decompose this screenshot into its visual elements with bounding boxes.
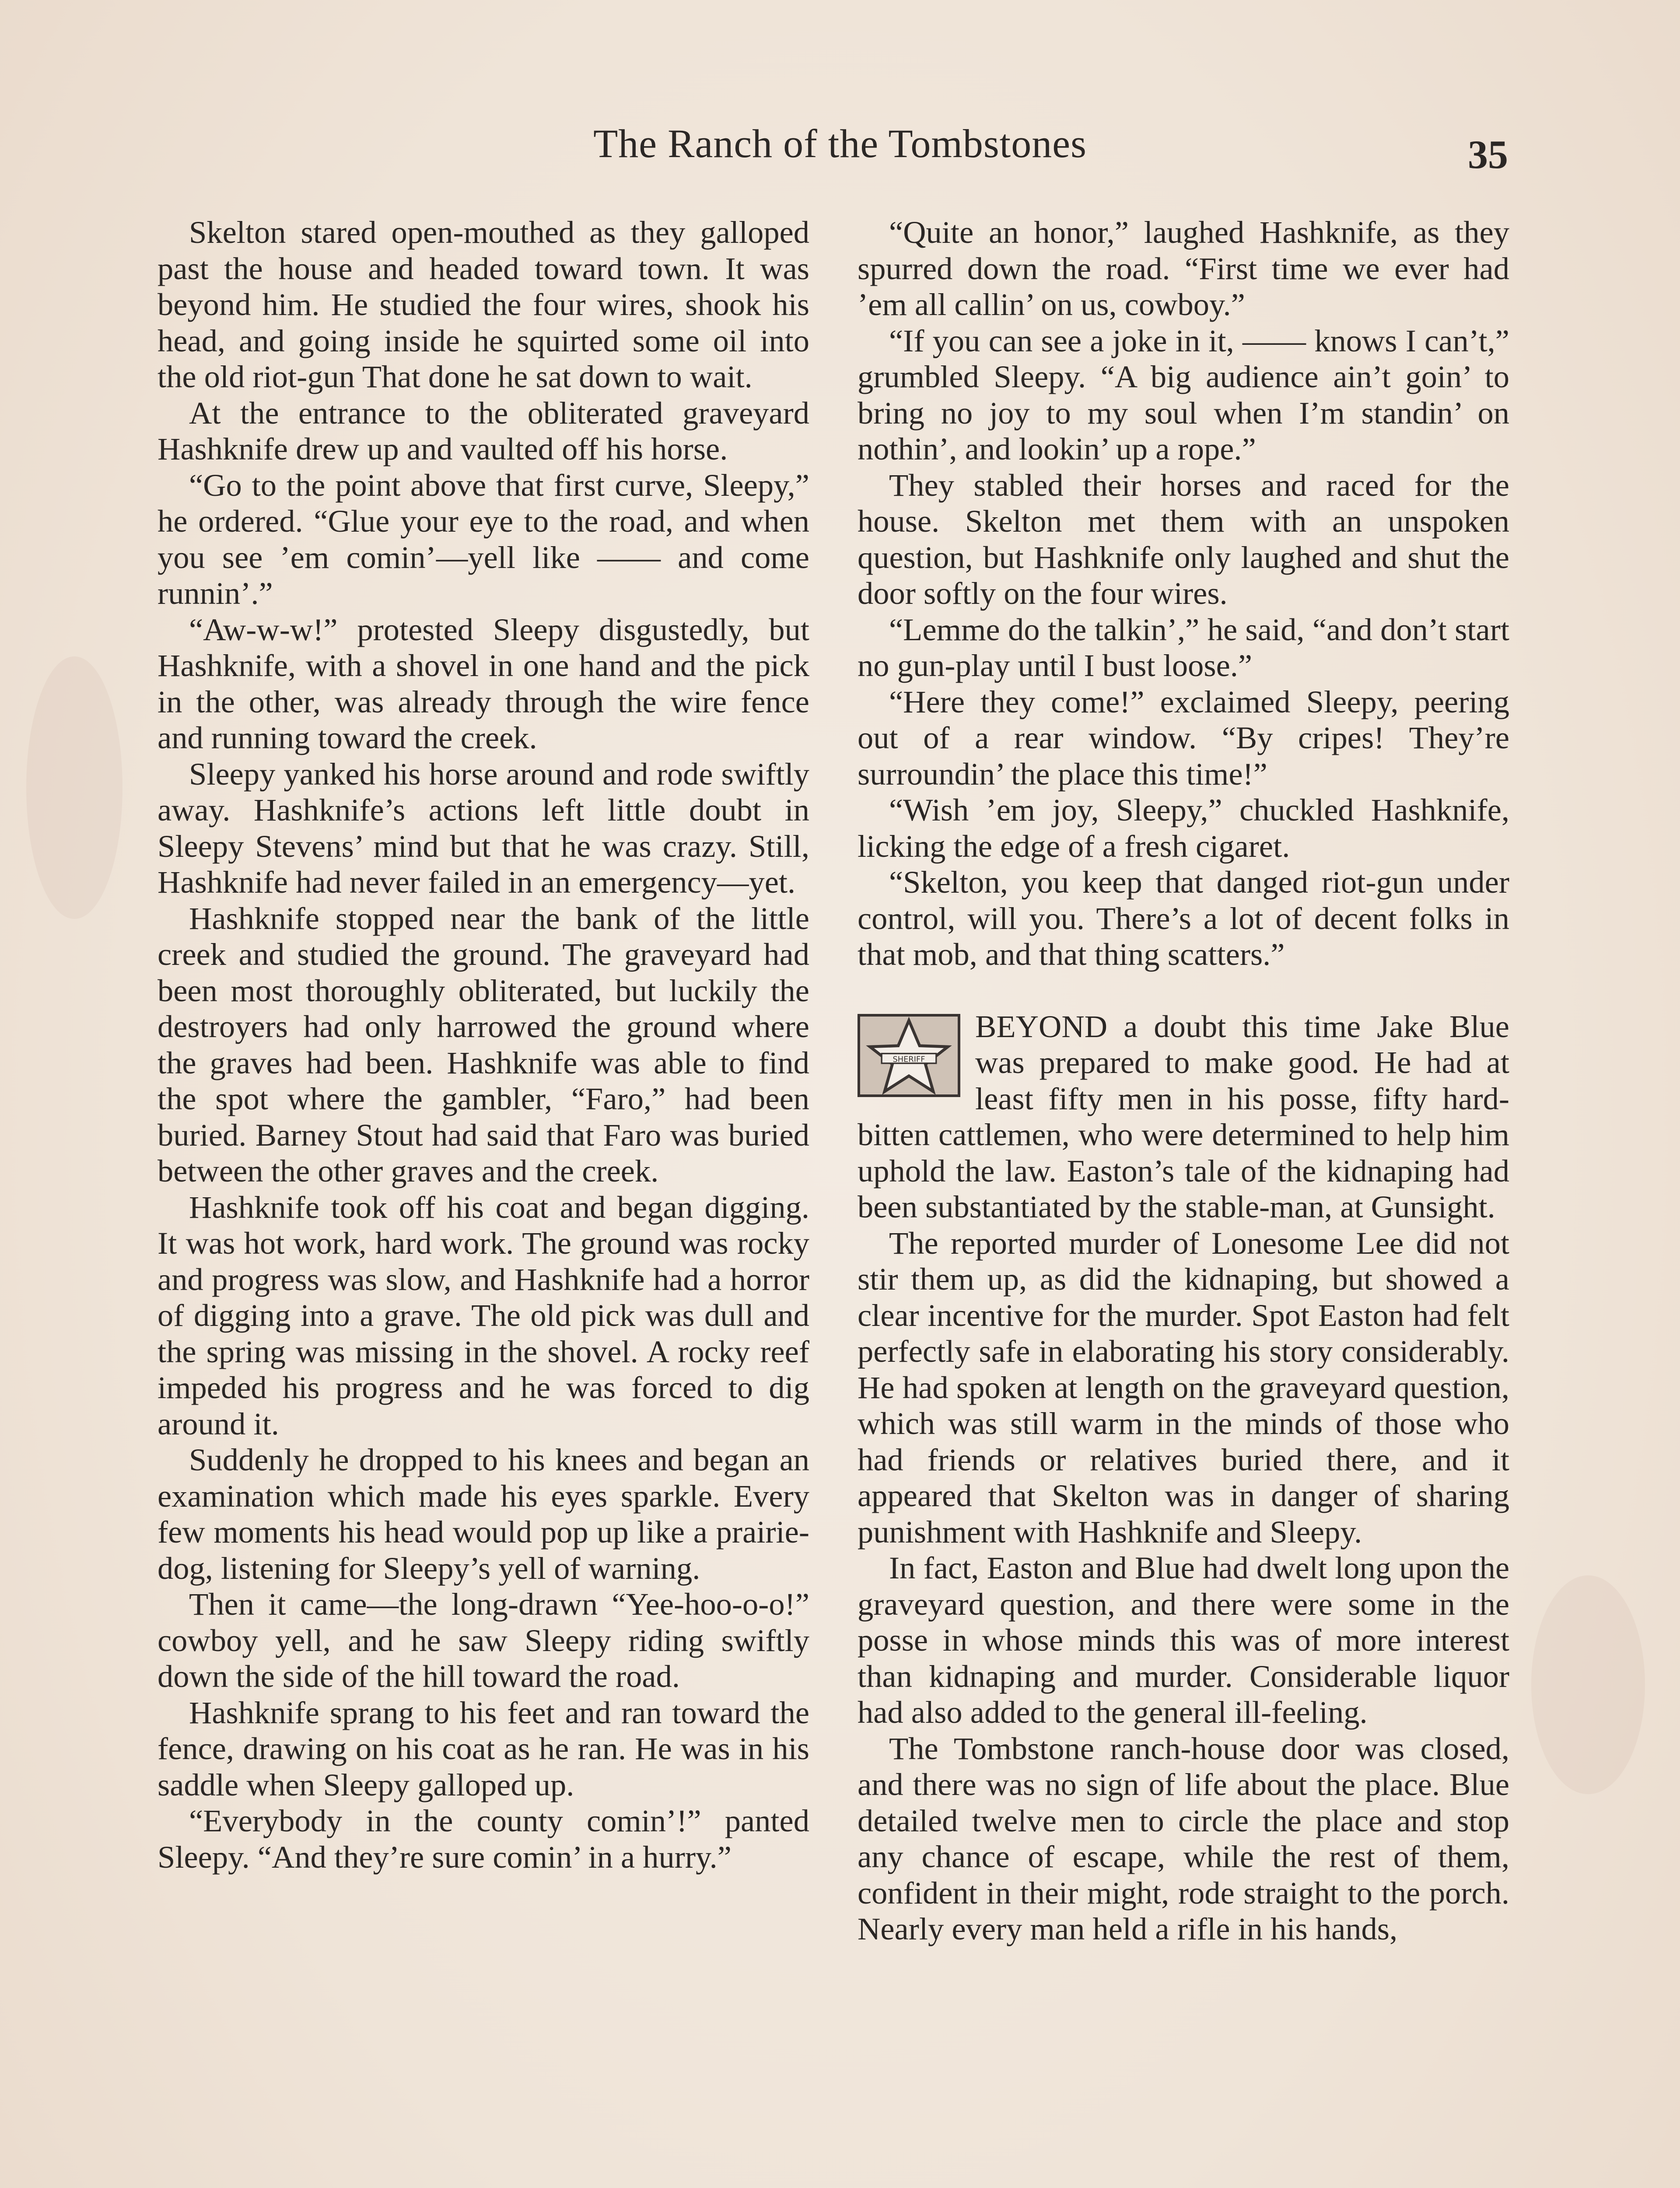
paragraph: Hashknife took off his coat and began digging. It was hot work, hard work. The ground was rocky and progress was slow, and Hashknife had a horror of digging into a grave. The old pick was dull and the spring was missing in the shovel. A rocky reef impeded his progress and he was forced to dig around it. (158, 1189, 809, 1441)
paragraph: Suddenly he dropped to his knees and began an examination which made his eyes sparkle. Every few moments his head would pop up like a prairie-dog, listening for Sleepy’s yell of warning. (158, 1442, 809, 1586)
paragraph: “Everybody in the county comin’!” panted Sleepy. “And they’re sure comin’ in a hurry.” (158, 1803, 809, 1875)
page-number: 35 (1468, 132, 1508, 177)
paragraph: Hashknife stopped near the bank of the little creek and studied the ground. The graveyard had been most thoroughly obliterated, but luckily the destroyers had only harrowed the ground where the graves had been. Hashknife was able to find the spot where the gambler, “Faro,” had been buried. Barney Stout had said that Faro was buried between the other graves and the creek. (158, 900, 809, 1189)
right-column (858, 214, 1509, 1947)
paragraph: The reported murder of Lonesome Lee did not stir them up, as did the kidnaping, but showed a clear incentive for the murder. Spot Easton had felt perfectly safe in elaborating his story considerably. He had spoken at length on the graveyard question, which was still warm in the minds of those who had friends or relatives buried there, and it appeared that Skelton was in danger of sharing punishment with Hashknife and Sleepy. (858, 1225, 1509, 1550)
paragraph: Hashknife sprang to his feet and ran toward the fence, drawing on his coat as he ran. He was in his saddle when Sleepy galloped up. (158, 1694, 809, 1802)
ornament-label: SHERIFF (892, 1054, 925, 1064)
paragraph: “Aw-w-w!” protested Sleepy disgustedly, but Hashknife, with a shovel in one hand and the pick in the other, was already through the wire fence and running toward the creek. (158, 611, 809, 755)
paragraph: “If you can see a joke in it, —— knows I can’t,” grumbled Sleepy. “A big audience ain’t goin’ to bring no joy to my soul when I’m standin’ on nothin’, and lookin’ up a rope.” (858, 323, 1509, 466)
paragraph: Then it came—the long-drawn “Yee-hoo-o-o!” cowboy yell, and he saw Sleepy riding swiftly down the side of the hill toward the road. (158, 1586, 809, 1694)
paragraph: The Tombstone ranch-house door was closed, and there was no sign of life about the place. Blue detailed twelve men to circle the place and stop any chance of escape, while the rest of them, confident in their might, rode straight to the porch. Nearly every man held a rifle in his hands, (858, 1730, 1509, 1946)
paragraph: BEYOND a doubt this time Jake Blue was prepared to make good. He had at least fifty men in his posse, fifty hard-bitten cattlemen, who were determined to help him uphold the law. Easton’s tale of the kidnaping had been substantiated by the stable-man, at Gunsight. (858, 1008, 1509, 1224)
left-column (158, 214, 809, 1875)
paper-stain (26, 656, 122, 919)
paragraph: “Skelton, you keep that danged riot-gun under control, will you. There’s a lot of decent folks in that mob, and that thing scatters.” (858, 864, 1509, 972)
running-title: The Ranch of the Tombstones (593, 121, 1087, 166)
section-opening (858, 1009, 1509, 1225)
sheriff-star-ornament (858, 1014, 960, 1097)
paragraph: They stabled their horses and raced for the house. Skelton met them with an unspoken question, but Hashknife only laughed and shut the door softly on the four wires. (858, 467, 1509, 611)
paragraph: At the entrance to the obliterated graveyard Hashknife drew up and vaulted off his horse. (158, 395, 809, 466)
paragraph: “Quite an honor,” laughed Hashknife, as they spurred down the road. “First time we ever had ’em all callin’ on us, cowboy.” (858, 214, 1509, 322)
paragraph: Sleepy yanked his horse around and rode swiftly away. Hashknife’s actions left little doubt in Sleepy Stevens’ mind but that he was crazy. Still, Hashknife had never failed in an emergency—yet. (158, 756, 809, 900)
paragraph: “Lemme do the talkin’,” he said, “and don’t start no gun-play until I bust loose.” (858, 611, 1509, 683)
paragraph: “Wish ’em joy, Sleepy,” chuckled Hashknife, licking the edge of a fresh cigaret. (858, 792, 1509, 864)
paragraph: “Go to the point above that first curve, Sleepy,” he ordered. “Glue your eye to the road, and when you see ’em comin’—yell like —— and come runnin’.” (158, 467, 809, 611)
paragraph: In fact, Easton and Blue had dwelt long upon the graveyard question, and there were some in the posse in whose minds this was of more interest than kidnaping and murder. Considerable liquor had also added to the general ill-feeling. (858, 1550, 1509, 1730)
star-icon (860, 1017, 958, 1094)
paragraph: Skelton stared open-mouthed as they galloped past the house and headed toward town. It was beyond him. He studied the four wires, shook his head, and going inside he squirted some oil into the old riot-gun That done he sat down to wait. (158, 214, 809, 394)
paragraph: “Here they come!” exclaimed Sleepy, peering out of a rear window. “By cripes! They’re surroundin’ the place this time!” (858, 684, 1509, 792)
paper-stain (1531, 1575, 1645, 1794)
